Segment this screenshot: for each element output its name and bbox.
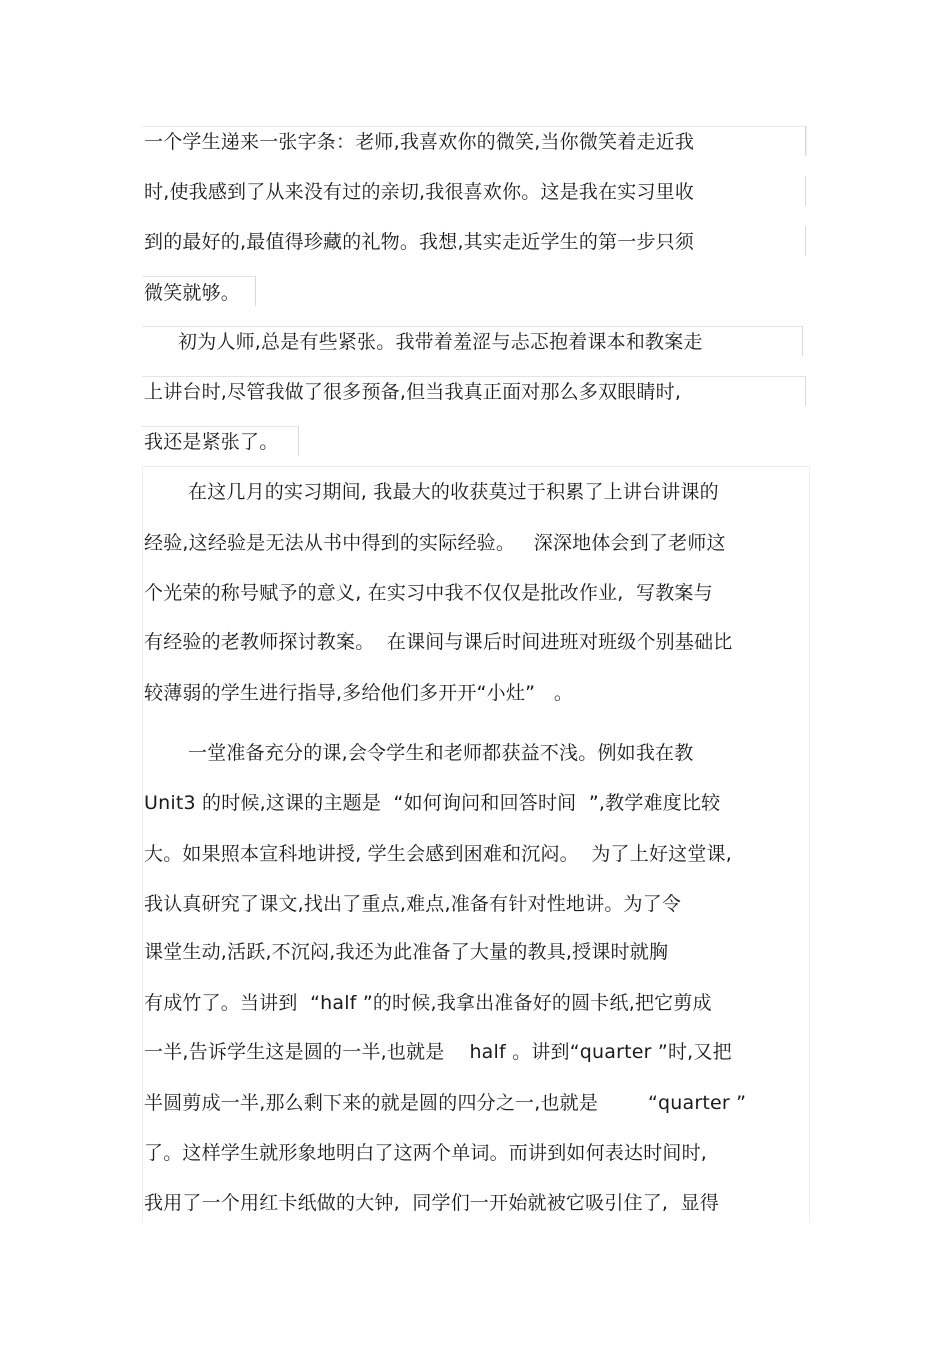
frame-edge bbox=[805, 226, 806, 256]
paragraph-3-line-2: 经验,这经验是无法从书中得到的实际经验。 深深地体会到了老师这 bbox=[144, 532, 726, 554]
frame-edge bbox=[298, 426, 299, 456]
paragraph-3-line-5: 较薄弱的学生进行指导,多给他们多开开“小灶” 。 bbox=[144, 682, 574, 704]
paragraph-4-line-9: 了。这样学生就形象地明白了这两个单词。而讲到如何表达时间时, bbox=[144, 1142, 708, 1164]
frame-edge bbox=[805, 376, 806, 406]
frame-edge bbox=[255, 276, 256, 306]
paragraph-1-line-1: 一个学生递来一张字条：老师,我喜欢你的微笑,当你微笑着走近我 bbox=[144, 131, 695, 153]
frame-edge bbox=[805, 176, 806, 206]
paragraph-4-line-3: 大。如果照本宣科地讲授, 学生会感到困难和沉闷。 为了上好这堂课, bbox=[144, 843, 732, 865]
paragraph-1-line-4: 微笑就够。 bbox=[144, 282, 241, 304]
paragraph-2-line-2: 上讲台时,尽管我做了很多预备,但当我真正面对那么多双眼睛时, bbox=[144, 381, 682, 403]
paragraph-2-line-3: 我还是紧张了。 bbox=[144, 431, 279, 453]
paragraph-1-line-3: 到的最好的,最值得珍藏的礼物。我想,其实走近学生的第一步只须 bbox=[144, 231, 695, 253]
paragraph-3-line-1: 在这几月的实习期间, 我最大的收获莫过于积累了上讲台讲课的 bbox=[188, 481, 719, 503]
paragraph-3-line-3: 个光荣的称号赋予的意义, 在实习中我不仅仅是批改作业, 写教案与 bbox=[144, 582, 713, 604]
paragraph-4-line-4: 我认真研究了课文,找出了重点,难点,准备有针对性地讲。为了令 bbox=[144, 893, 682, 915]
frame-edge bbox=[805, 126, 806, 156]
paragraph-4-line-7: 一半,告诉学生这是圆的一半,也就是 half 。讲到“quarter ”时,又把 bbox=[144, 1041, 732, 1063]
frame-top bbox=[142, 276, 255, 277]
paragraph-4-line-1: 一堂准备充分的课,会令学生和老师都获益不浅。例如我在教 bbox=[188, 742, 694, 764]
paragraph-4-line-10: 我用了一个用红卡纸做的大钟, 同学们一开始就被它吸引住了, 显得 bbox=[144, 1192, 720, 1214]
paragraph-4-line-8: 半圆剪成一半,那么剩下来的就是圆的四分之一,也就是 “quarter ” bbox=[144, 1092, 747, 1114]
paragraph-3-line-4: 有经验的老教师探讨教案。 在课间与课后时间进班对班级个别基础比 bbox=[144, 631, 733, 653]
frame-top bbox=[142, 326, 802, 327]
paragraph-2-line-1: 初为人师,总是有些紧张。我带着羞涩与忐忑抱着课本和教案走 bbox=[178, 331, 703, 353]
paragraph-4-line-2: Unit3 的时候,这课的主题是 “如何询问和回答时间 ”,教学难度比较 bbox=[144, 792, 721, 814]
frame-top bbox=[142, 426, 298, 427]
paragraph-4-line-6: 有成竹了。当讲到 “half ”的时候,我拿出准备好的圆卡纸,把它剪成 bbox=[144, 992, 712, 1014]
frame-edge bbox=[802, 326, 803, 356]
frame-top bbox=[142, 376, 805, 377]
paragraph-4-line-5: 课堂生动,活跃,不沉闷,我还为此准备了大量的教具,授课时就胸 bbox=[144, 941, 669, 963]
paragraph-1-line-2: 时,使我感到了从来没有过的亲切,我很喜欢你。这是我在实习里收 bbox=[144, 181, 695, 203]
